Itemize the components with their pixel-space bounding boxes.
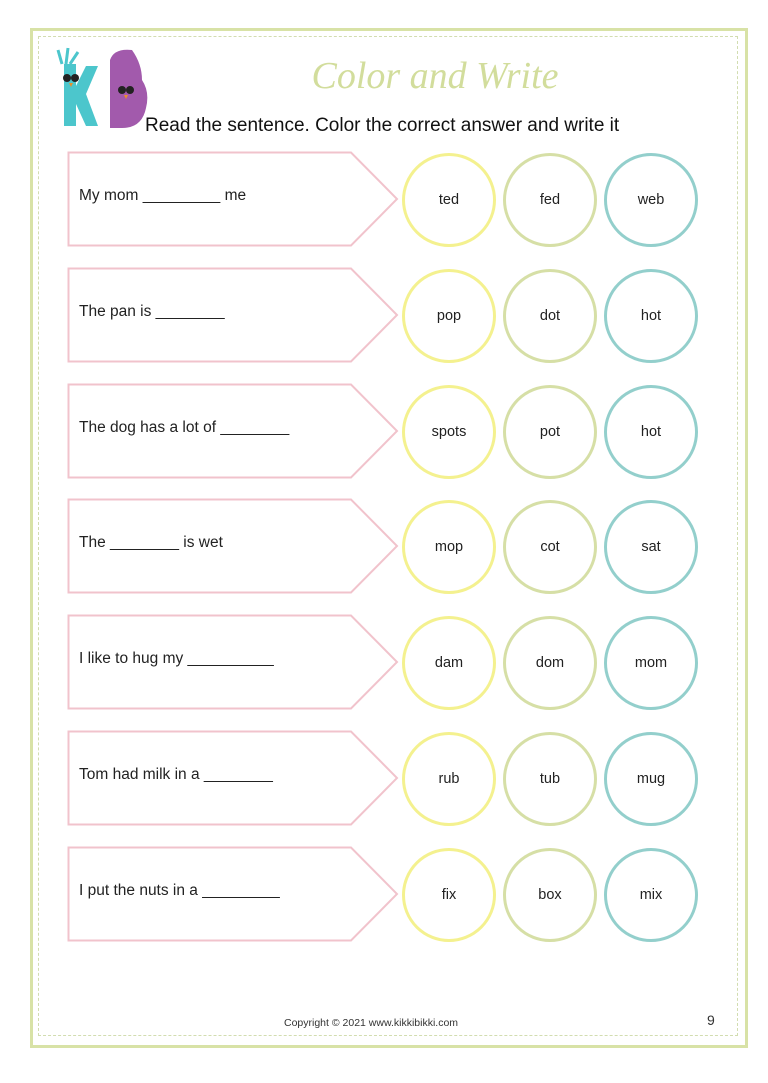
- answer-option-circle[interactable]: [503, 616, 597, 710]
- answer-option-circle[interactable]: [402, 153, 496, 247]
- answer-option-label: dam: [434, 655, 464, 672]
- answer-option-label: spots: [431, 423, 467, 440]
- answer-option-label: mom: [634, 655, 668, 672]
- answer-option-circle[interactable]: [604, 616, 698, 710]
- instructions: Read the sentence. Color the correct answer and write it: [145, 115, 620, 136]
- answer-option-circle[interactable]: [402, 732, 496, 826]
- answer-option-circle[interactable]: [503, 500, 597, 594]
- answer-option-label: hot: [640, 423, 662, 440]
- answer-option-label: box: [538, 886, 562, 903]
- answer-option-circle[interactable]: [604, 385, 698, 479]
- answer-option-circle[interactable]: [604, 153, 698, 247]
- sentence-text: The pan is ________: [79, 302, 225, 320]
- answer-option-label: hot: [640, 307, 662, 324]
- answer-option-circle[interactable]: [604, 848, 698, 942]
- answer-option-label: ted: [438, 192, 460, 208]
- answer-option-label: mix: [639, 886, 663, 903]
- answer-option-label: dom: [535, 655, 565, 672]
- question-row: [0, 846, 768, 942]
- answer-option-label: mug: [636, 771, 666, 787]
- worksheet-title: Color and Write: [311, 55, 559, 97]
- sentence-text: The dog has a lot of ________: [79, 418, 290, 436]
- answer-option-circle[interactable]: [604, 500, 698, 594]
- answer-option-label: pot: [539, 423, 561, 440]
- answer-option-circle[interactable]: [402, 385, 496, 479]
- sentence-text: I like to hug my __________: [79, 650, 274, 668]
- question-row: [0, 730, 768, 826]
- answer-option-label: fed: [539, 192, 561, 208]
- answer-option-circle[interactable]: [604, 269, 698, 363]
- answer-option-label: rub: [438, 771, 460, 787]
- answer-option-label: dot: [539, 307, 561, 324]
- sentence-text: The ________ is wet: [79, 534, 223, 552]
- answer-option-circle[interactable]: [503, 732, 597, 826]
- sentence-text: My mom _________ me: [79, 187, 247, 204]
- answer-option-label: fix: [441, 886, 457, 903]
- question-row: [0, 498, 768, 594]
- copyright: Copyright © 2021 www.kikkibikki.com: [284, 1017, 459, 1029]
- answer-option-circle[interactable]: [402, 848, 496, 942]
- answer-option-circle[interactable]: [402, 500, 496, 594]
- answer-option-circle[interactable]: [402, 616, 496, 710]
- sentence-text: I put the nuts in a _________: [79, 881, 280, 899]
- answer-option-circle[interactable]: [503, 269, 597, 363]
- sentence-text: Tom had milk in a ________: [79, 766, 273, 783]
- page-number: 9: [707, 1012, 715, 1028]
- answer-option-label: sat: [641, 539, 661, 556]
- answer-option-circle[interactable]: [503, 848, 597, 942]
- answer-option-label: cot: [540, 539, 560, 556]
- answer-option-circle[interactable]: [402, 269, 496, 363]
- answer-option-label: tub: [539, 771, 561, 787]
- answer-option-label: mop: [434, 539, 464, 556]
- answer-option-circle[interactable]: [503, 153, 597, 247]
- kb-logo: [52, 46, 152, 130]
- question-row: [0, 383, 768, 479]
- answer-option-circle[interactable]: [604, 732, 698, 826]
- answer-option-label: web: [637, 192, 665, 208]
- question-row: [0, 267, 768, 363]
- question-row: [0, 614, 768, 710]
- question-row: [0, 151, 768, 247]
- answer-option-circle[interactable]: [503, 385, 597, 479]
- answer-option-label: pop: [436, 307, 462, 324]
